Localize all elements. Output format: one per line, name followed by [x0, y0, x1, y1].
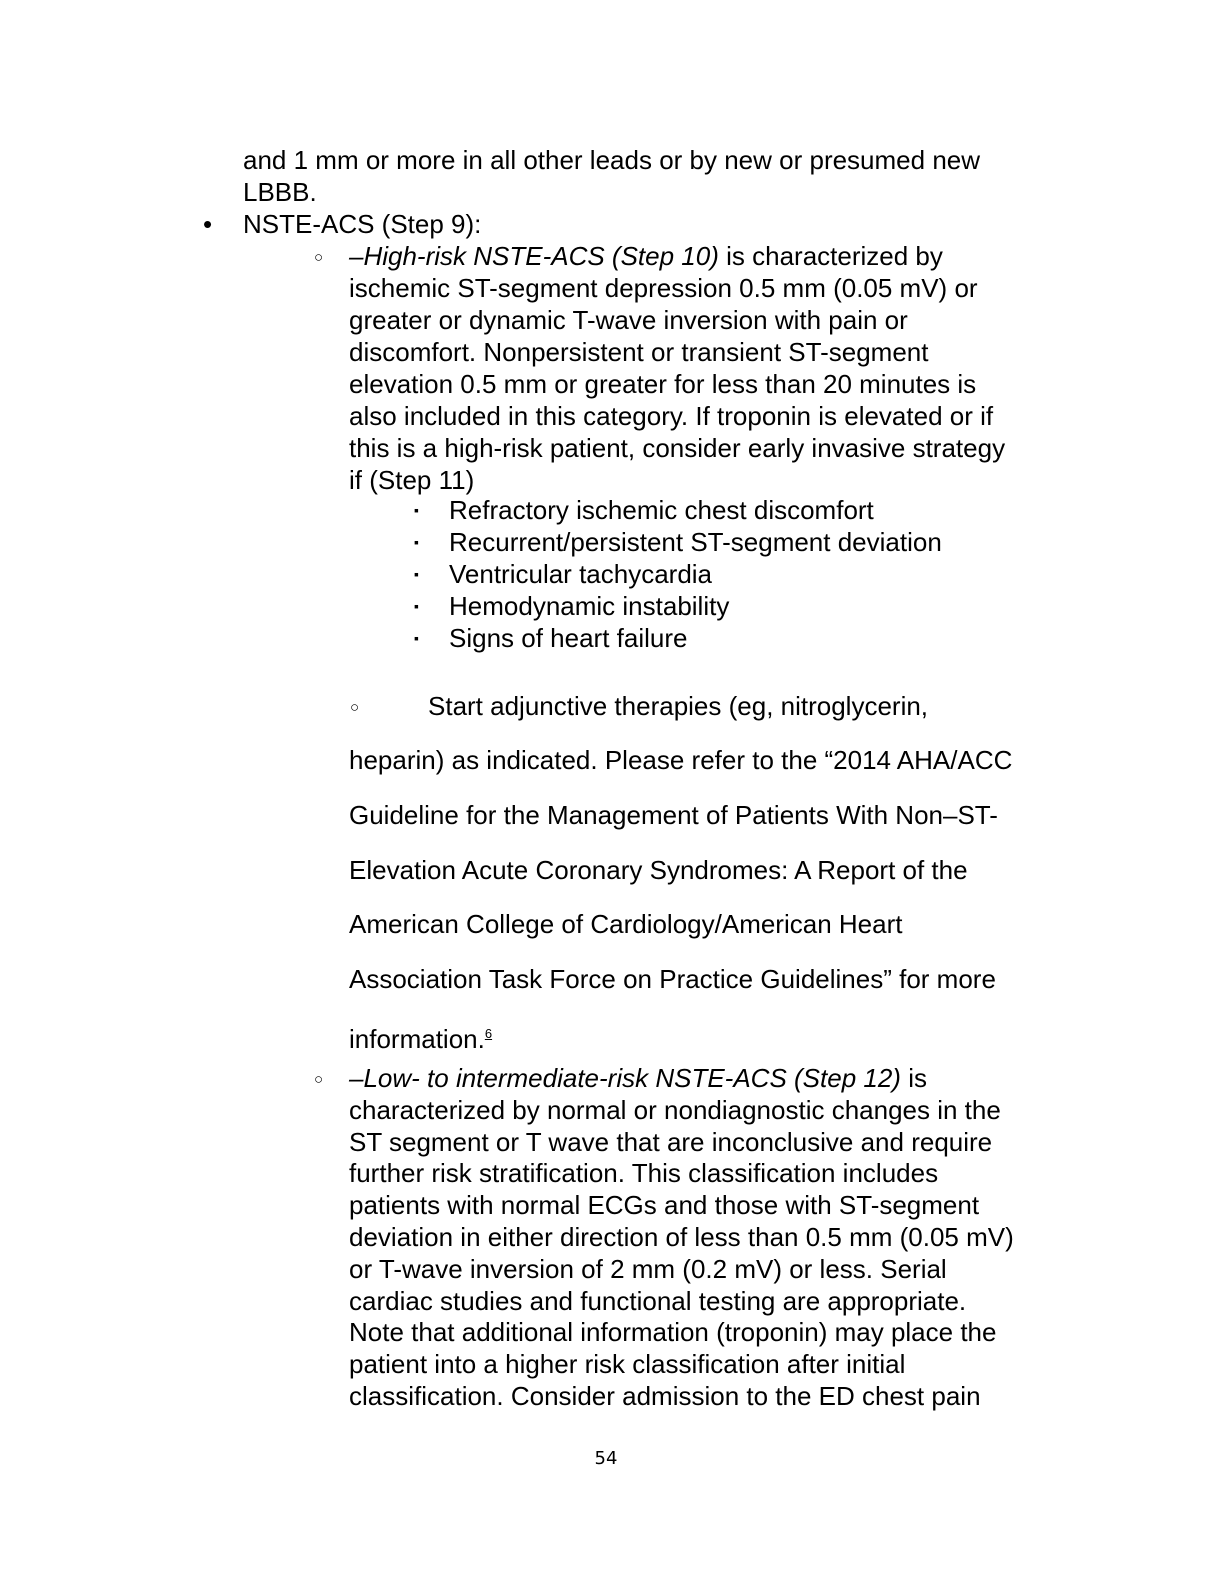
text-line: deviation in either direction of less than 0.5 mm (0.05 mV)	[349, 1222, 1014, 1252]
square-bullet-icon: ▪	[414, 534, 419, 550]
text-line: American College of Cardiology/American Heart	[349, 909, 903, 940]
text-line: also included in this category. If troponin is elevated or if	[349, 401, 994, 431]
text-line: greater or dynamic T-wave inversion with pain or	[349, 305, 908, 335]
italic-term: –High-risk NSTE-ACS (Step 10)	[349, 241, 719, 271]
list-item: Signs of heart failure	[449, 623, 688, 653]
text-line: heparin) as indicated. Please refer to the “2014 AHA/ACC	[349, 745, 1013, 775]
text-line: characterized by normal or nondiagnostic changes in the	[349, 1094, 1001, 1125]
text-line: information.$^6$	[349, 1024, 493, 1054]
circle-bullet-icon: ○	[350, 699, 360, 716]
footnote-reference-link[interactable]: 6	[484, 1026, 493, 1041]
circle-bullet-icon: ○	[314, 1071, 324, 1088]
text-line: –High-risk NSTE-ACS (Step 10) is characterized by	[349, 241, 943, 271]
italic-term: –Low- to intermediate-risk NSTE-ACS (Step 12)	[349, 1063, 901, 1093]
text-line: if (Step 11)	[349, 465, 475, 495]
text-line: further risk stratification. This classification includes	[349, 1158, 939, 1189]
text-line: and 1 mm or more in all other leads or by new or presumed new	[243, 145, 981, 175]
square-bullet-icon: ▪	[414, 566, 419, 582]
text-line: ischemic ST-segment depression 0.5 mm (0.05 mV) or	[349, 273, 978, 303]
text-line: patient into a higher risk classification after initial	[349, 1349, 906, 1380]
text-line: Note that additional information (troponin) may place the	[349, 1317, 997, 1348]
text-line: Start adjunctive therapies (eg, nitroglycerin,	[428, 691, 929, 721]
text-line: classification. Consider admission to the ED chest pain	[349, 1381, 981, 1411]
disc-bullet-icon: •	[203, 209, 213, 239]
list-item: Ventricular tachycardia	[449, 559, 713, 589]
list-item: Refractory ischemic chest discomfort	[449, 495, 874, 525]
text-line: discomfort. Nonpersistent or transient ST-segment	[349, 337, 929, 367]
text-line: cardiac studies and functional testing are appropriate.	[349, 1285, 967, 1316]
section-heading: NSTE-ACS (Step 9):	[243, 209, 482, 239]
square-bullet-icon: ▪	[414, 630, 419, 646]
text-line: Association Task Force on Practice Guidelines” for more	[349, 964, 996, 995]
text-line: or T-wave inversion of 2 mm (0.2 mV) or less. Serial	[349, 1253, 947, 1284]
text-line: this is a high-risk patient, consider early invasive strategy	[349, 433, 1006, 463]
list-item: Recurrent/persistent ST-segment deviation	[449, 527, 942, 557]
text-line: Guideline for the Management of Patients With Non–ST-	[349, 799, 998, 830]
page-number: 54	[594, 1448, 618, 1469]
square-bullet-icon: ▪	[414, 502, 419, 518]
text-line: –Low- to intermediate-risk NSTE-ACS (Step 12) is	[349, 1063, 927, 1093]
text-line: elevation 0.5 mm or greater for less than 20 minutes is	[349, 369, 977, 399]
square-bullet-icon: ▪	[414, 598, 419, 614]
text-line: LBBB.	[243, 177, 317, 207]
text-line: ST segment or T wave that are inconclusive and require	[349, 1126, 993, 1157]
text-line: Elevation Acute Coronary Syndromes: A Report of the	[349, 854, 968, 885]
list-item: Hemodynamic instability	[449, 591, 730, 621]
text-line: patients with normal ECGs and those with ST-segment	[349, 1190, 980, 1221]
circle-bullet-icon: ○	[314, 249, 324, 266]
